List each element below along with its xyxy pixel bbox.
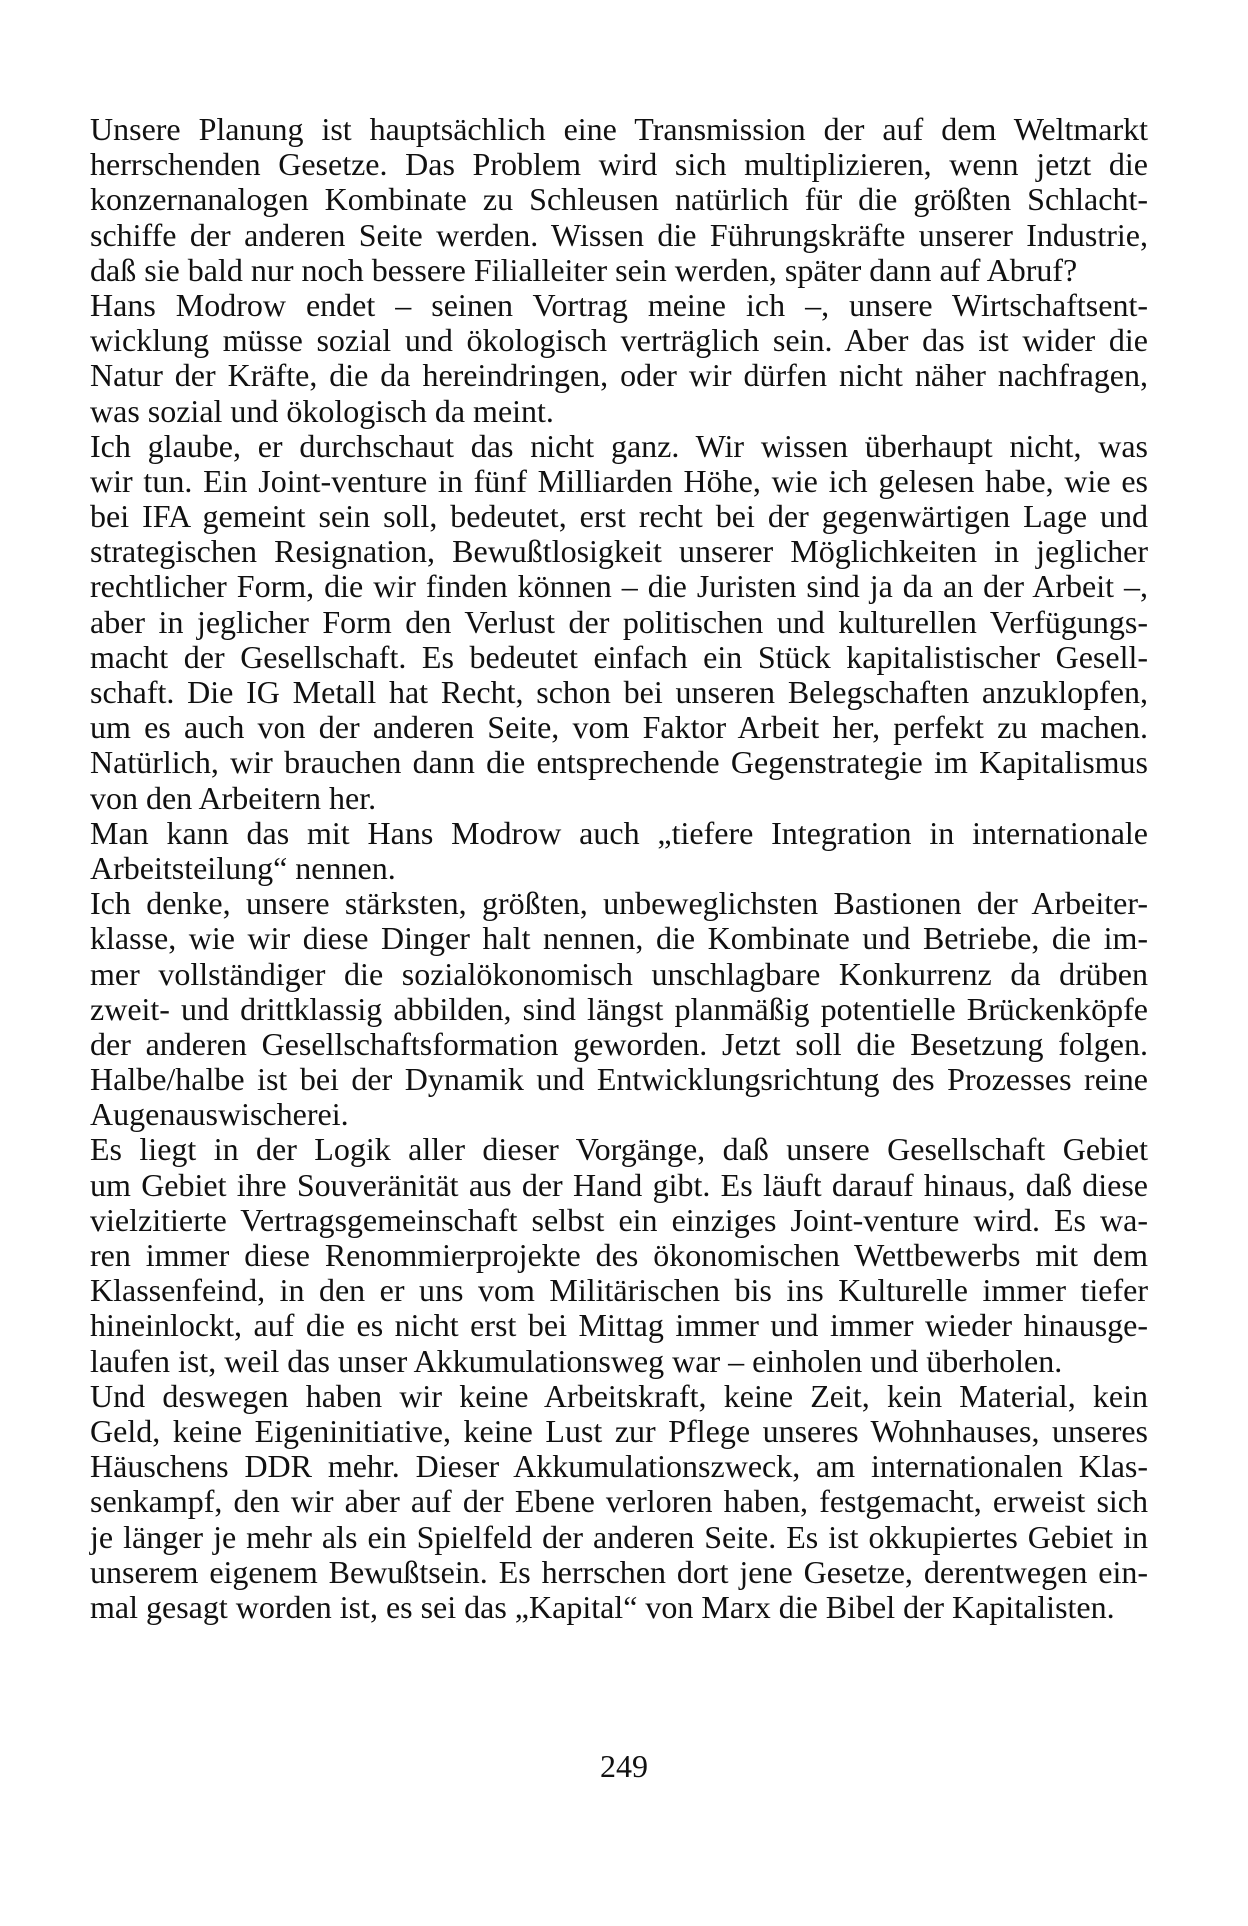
paragraph — [90, 288, 1148, 429]
text-line: mer vollständiger die sozialökonomisch unschlagbare Konkurrenz da drüben — [90, 955, 1148, 992]
text-line: vielzitierte Vertragsgemeinschaft selbst ein einziges Joint-venture wird. Es wa- — [90, 1201, 1148, 1238]
text-line: Natur der Kräfte, die da hereindringen, oder wir dürfen nicht näher nachfragen, — [90, 357, 1148, 394]
text-line: Natürlich, wir brauchen dann die entsprechende Gegenstrategie im Kapitalismus — [90, 744, 1148, 781]
text-line: Hans Modrow endet – seinen Vortrag meine ich –, unsere Wirtschaftsent- — [90, 286, 1148, 323]
text-line: aber in jeglicher Form den Verlust der politischen und kulturellen Verfügungs- — [90, 603, 1148, 640]
text-line: herrschenden Gesetze. Das Problem wird sich multiplizieren, wenn jetzt die — [90, 146, 1148, 183]
text-line: um es auch von der anderen Seite, vom Faktor Arbeit her, perfekt zu machen. — [90, 709, 1148, 746]
text-line: Ich denke, unsere stärksten, größten, unbeweglichsten Bastionen der Arbeiter- — [90, 885, 1148, 922]
text-line: zweit- und drittklassig abbilden, sind längst planmäßig potentielle Brückenköpfe — [90, 990, 1148, 1027]
text-line: je länger je mehr als ein Spielfeld der anderen Seite. Es ist okkupiertes Gebiet in — [90, 1518, 1148, 1555]
text-line: Arbeitsteilung“ nennen. — [90, 849, 396, 886]
paragraph — [90, 112, 1148, 288]
page-number: 249 — [600, 1748, 648, 1784]
paragraph — [90, 1132, 1148, 1378]
text-line: Ich glaube, er durchschaut das nicht ganz. Wir wissen überhaupt nicht, was — [90, 427, 1148, 464]
text-line: Man kann das mit Hans Modrow auch „tiefere Integration in internationale — [90, 814, 1148, 851]
text-line: wir tun. Ein Joint-venture in fünf Milliarden Höhe, wie ich gelesen habe, wie es — [90, 462, 1148, 499]
text-line: macht der Gesellschaft. Es bedeutet einfach ein Stück kapitalistischer Gesell- — [90, 638, 1148, 675]
text-line: Und deswegen haben wir keine Arbeitskraft, keine Zeit, kein Material, kein — [90, 1377, 1148, 1414]
text-line: der anderen Gesellschaftsformation geworden. Jetzt soll die Besetzung folgen. — [90, 1025, 1148, 1062]
text-line: Augenauswischerei. — [90, 1096, 349, 1133]
text-line: Halbe/halbe ist bei der Dynamik und Entwicklungsrichtung des Prozesses reine — [90, 1061, 1148, 1098]
text-line: strategischen Resignation, Bewußtlosigkeit unserer Möglichkeiten in jeglicher — [90, 533, 1148, 570]
text-line: mal gesagt worden ist, es sei das „Kapital“ von Marx die Bibel der Kapitalisten. — [90, 1588, 1115, 1625]
text-line: bei IFA gemeint sein soll, bedeutet, erst recht bei der gegenwärtigen Lage und — [90, 498, 1148, 535]
body-text — [90, 112, 1148, 1625]
text-line: hineinlockt, auf die es nicht erst bei Mittag immer und immer wieder hinausge- — [90, 1307, 1148, 1344]
paragraph — [90, 1379, 1148, 1625]
text-line: ren immer diese Renommierprojekte des ökonomischen Wettbewerbs mit dem — [90, 1237, 1148, 1273]
text-line: konzernanalogen Kombinate zu Schleusen natürlich für die größten Schlacht- — [90, 181, 1148, 218]
text-line: schaft. Die IG Metall hat Recht, schon bei unseren Belegschaften anzuklopfen, — [90, 674, 1148, 710]
text-line: Unsere Planung ist hauptsächlich eine Transmission der auf dem Weltmarkt — [90, 111, 1148, 147]
text-line: klasse, wie wir diese Dinger halt nennen, die Kombinate und Betriebe, die im- — [90, 920, 1148, 957]
text-line: Es liegt in der Logik aller dieser Vorgänge, daß unsere Gesellschaft Gebiet — [90, 1131, 1148, 1168]
text-line: schiffe der anderen Seite werden. Wissen die Führungskräfte unserer Industrie, — [90, 216, 1148, 253]
paragraph — [90, 429, 1148, 816]
text-line: um Gebiet ihre Souveränität aus der Hand gibt. Es läuft darauf hinaus, daß diese — [90, 1166, 1148, 1203]
text-line: von den Arbeitern her. — [90, 779, 377, 816]
text-line: wicklung müsse sozial und ökologisch verträglich sein. Aber das ist wider die — [90, 322, 1148, 359]
text-line: daß sie bald nur noch bessere Filialleiter sein werden, später dann auf Abruf? — [90, 251, 1078, 288]
text-line: unserem eigenem Bewußtsein. Es herrschen dort jene Gesetze, derentwegen ein- — [90, 1553, 1148, 1590]
text-line: senkampf, den wir aber auf der Ebene verloren haben, festgemacht, erweist sich — [90, 1483, 1148, 1520]
paragraph — [90, 886, 1148, 1132]
paragraph — [90, 816, 1148, 886]
text-line: Häuschens DDR mehr. Dieser Akkumulationszweck, am internationalen Klas- — [90, 1448, 1148, 1485]
text-line: rechtlicher Form, die wir finden können – die Juristen sind ja da an der Arbeit –, — [90, 568, 1148, 605]
text-line: Klassenfeind, in den er uns vom Militärischen bis ins Kulturelle immer tiefer — [90, 1272, 1148, 1309]
text-line: laufen ist, weil das unser Akkumulationsweg war – einholen und überholen. — [90, 1342, 1063, 1379]
text-line: was sozial und ökologisch da meint. — [90, 392, 554, 429]
text-line: Geld, keine Eigeninitiative, keine Lust zur Pflege unseres Wohnhauses, unseres — [90, 1412, 1148, 1449]
